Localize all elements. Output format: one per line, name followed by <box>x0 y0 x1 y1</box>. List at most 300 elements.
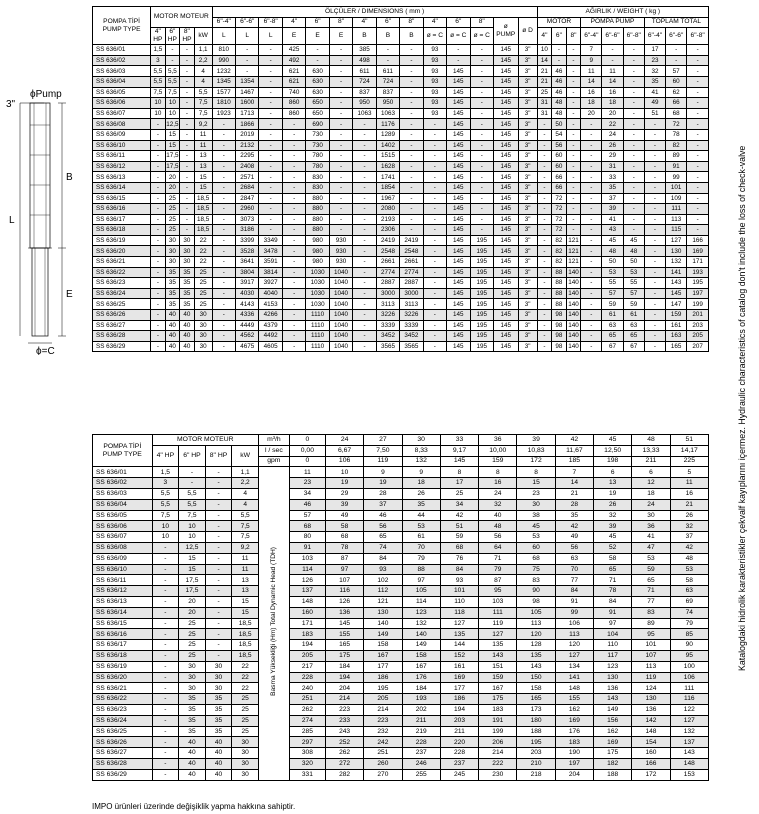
table-cell: - <box>470 225 493 236</box>
pump-model: SS 636/07 <box>93 532 153 543</box>
table-cell: - <box>470 108 493 119</box>
weight-subheader: 6"-8" <box>687 28 709 45</box>
table-cell: 93 <box>423 45 446 56</box>
table-cell: 22 <box>602 119 623 130</box>
table-cell: 1040 <box>329 320 352 331</box>
table-row <box>93 467 709 478</box>
table-cell: - <box>152 715 179 726</box>
table-cell: - <box>644 129 665 140</box>
table-cell: - <box>353 172 376 183</box>
table-cell: - <box>623 87 644 98</box>
table-cell: 145 <box>447 129 470 140</box>
table-row <box>93 55 709 66</box>
table-cell: 140 <box>402 629 440 640</box>
table-cell: - <box>282 204 305 215</box>
table-cell: - <box>687 108 709 119</box>
dim-subheader: 4" <box>423 17 446 28</box>
table-cell: 1,5 <box>152 467 179 478</box>
pump-model: SS 636/08 <box>93 542 153 553</box>
table-cell: 93 <box>423 76 446 87</box>
table-cell: 3917 <box>236 278 259 289</box>
table-cell: 79 <box>670 618 708 629</box>
table-cell: 25 <box>165 214 180 225</box>
table-cell: 240 <box>289 683 325 694</box>
table-cell: 46 <box>552 66 567 77</box>
table-cell: 237 <box>402 748 440 759</box>
performance-table <box>92 434 709 781</box>
table-cell: - <box>152 553 179 564</box>
table-cell: - <box>353 182 376 193</box>
table-cell: 16 <box>670 488 708 499</box>
dim-letter-header: ø = C <box>470 28 493 45</box>
table-cell: 2408 <box>236 161 259 172</box>
table-cell: 105 <box>517 607 555 618</box>
table-cell: 101 <box>440 586 478 597</box>
table-cell: - <box>180 214 195 225</box>
dim-letter-header: E <box>306 28 329 45</box>
table-cell: 40 <box>165 320 180 331</box>
table-cell: 297 <box>289 737 325 748</box>
dim-letter-header: ø = C <box>423 28 446 45</box>
table-cell: 18,5 <box>232 650 259 661</box>
table-cell: 162 <box>594 726 632 737</box>
table-cell: 201 <box>687 310 709 321</box>
table-cell: 203 <box>687 320 709 331</box>
flow-lsec-value: 14,17 <box>670 445 708 456</box>
table-cell: 650 <box>306 108 329 119</box>
table-row <box>93 246 709 257</box>
table-cell: 143 <box>479 650 517 661</box>
table-cell: 10 <box>152 532 179 543</box>
table-cell: 145 <box>447 235 470 246</box>
table-cell: - <box>152 575 179 586</box>
table-cell: - <box>566 151 581 162</box>
table-cell: 70 <box>555 564 593 575</box>
table-cell: 93 <box>423 87 446 98</box>
table-cell: 98 <box>552 331 567 342</box>
table-cell: 53 <box>623 267 644 278</box>
table-row <box>93 87 709 98</box>
table-cell: 120 <box>555 640 593 651</box>
table-cell: 730 <box>306 129 329 140</box>
table-cell: - <box>152 758 179 769</box>
table-cell: - <box>400 76 423 87</box>
table-cell: 145 <box>493 288 518 299</box>
pump-model: SS 636/19 <box>93 661 153 672</box>
table-cell: - <box>205 488 232 499</box>
table-cell: 35 <box>555 510 593 521</box>
table-cell: 145 <box>447 193 470 204</box>
weight-subheader: 8" <box>566 28 581 45</box>
table-cell: 690 <box>306 119 329 130</box>
table-cell: - <box>259 151 282 162</box>
table-cell: - <box>205 629 232 640</box>
table-cell: 31 <box>537 108 552 119</box>
table-cell: 130 <box>632 694 670 705</box>
table-cell: 10 <box>165 108 180 119</box>
table-cell: 57 <box>602 288 623 299</box>
table-cell: - <box>212 288 235 299</box>
table-cell: - <box>537 204 552 215</box>
dim-letter-header: E <box>329 28 352 45</box>
table-cell: 218 <box>517 769 555 780</box>
table-cell: 145 <box>493 341 518 352</box>
table-cell: - <box>566 55 581 66</box>
table-row <box>93 488 709 499</box>
table-cell: 950 <box>353 98 376 109</box>
table-cell: 25 <box>179 650 206 661</box>
table-cell: - <box>644 235 665 246</box>
table-cell: 145 <box>493 267 518 278</box>
table-cell: - <box>151 161 166 172</box>
table-cell: - <box>400 66 423 77</box>
table-cell: 5 <box>670 467 708 478</box>
table-cell: 1063 <box>376 108 399 119</box>
table-cell: 4379 <box>259 320 282 331</box>
table-row <box>93 596 709 607</box>
table-cell: 159 <box>479 672 517 683</box>
table-cell: 223 <box>325 704 363 715</box>
table-cell: 51 <box>644 108 665 119</box>
table-cell: - <box>151 140 166 151</box>
pump-model: SS 636/13 <box>93 596 153 607</box>
table-cell: - <box>687 204 709 215</box>
table-cell: 252 <box>325 737 363 748</box>
motor-col-header: 4" HP <box>152 445 179 467</box>
table-cell: 15 <box>194 182 212 193</box>
table-cell: 127 <box>440 618 478 629</box>
table-cell: 211 <box>440 726 478 737</box>
table-cell: 25 <box>194 278 212 289</box>
flow-lsec-value: 10,00 <box>479 445 517 456</box>
table-cell: 9,2 <box>194 119 212 130</box>
table-cell: 195 <box>470 341 493 352</box>
table-cell: 19 <box>364 478 402 489</box>
table-cell: 5,5 <box>165 76 180 87</box>
pump-model: SS 636/18 <box>93 225 151 236</box>
table-cell: 40 <box>165 341 180 352</box>
weight-subheader: 6"-4" <box>581 28 602 45</box>
table-cell: - <box>212 267 235 278</box>
table-cell: 145 <box>493 235 518 246</box>
table-cell: 30 <box>179 672 206 683</box>
table-cell: 3" <box>518 204 537 215</box>
table-cell: 135 <box>479 640 517 651</box>
dimensions-weights-table <box>92 6 709 352</box>
table-cell: 2295 <box>236 151 259 162</box>
table-cell: - <box>236 45 259 56</box>
table-cell: - <box>581 119 602 130</box>
motor-col-header: 8" HP <box>180 28 195 45</box>
table-cell: 1854 <box>376 182 399 193</box>
table-cell: 498 <box>353 55 376 66</box>
pump-model: SS 636/05 <box>93 87 151 98</box>
table-cell: - <box>212 320 235 331</box>
table-row <box>93 758 709 769</box>
table-cell: 3" <box>518 214 537 225</box>
table-cell: - <box>423 267 446 278</box>
table-cell: 77 <box>555 575 593 586</box>
table-cell: - <box>151 214 166 225</box>
table-cell: 3" <box>518 257 537 268</box>
table-cell: 183 <box>289 629 325 640</box>
table-cell: 14 <box>581 76 602 87</box>
pump-model: SS 636/15 <box>93 618 153 629</box>
table-cell: - <box>180 172 195 183</box>
table-cell: - <box>259 140 282 151</box>
table-cell: - <box>537 151 552 162</box>
table-cell: 11 <box>670 478 708 489</box>
table-cell: - <box>644 257 665 268</box>
header-pump-type: POMPA TİPİ PUMP TYPE <box>93 7 151 45</box>
table-cell: - <box>152 607 179 618</box>
table-cell: - <box>644 119 665 130</box>
table-cell: - <box>329 87 352 98</box>
table-cell: 145 <box>493 108 518 119</box>
table-cell: 56 <box>555 542 593 553</box>
table-cell: 35 <box>402 499 440 510</box>
table-cell: - <box>212 341 235 352</box>
table-cell: 194 <box>325 672 363 683</box>
table-cell: 5,5 <box>152 488 179 499</box>
table-cell: - <box>152 618 179 629</box>
table-cell: 41 <box>644 87 665 98</box>
table-cell: 3" <box>518 98 537 109</box>
table-cell: - <box>179 478 206 489</box>
table-cell: 127 <box>666 235 687 246</box>
table-cell: - <box>180 140 195 151</box>
pump-model: SS 636/02 <box>93 478 153 489</box>
table-cell: 1515 <box>376 151 399 162</box>
table-cell: 621 <box>282 76 305 87</box>
table-cell: 93 <box>364 564 402 575</box>
table-cell: 3927 <box>259 278 282 289</box>
table-cell: 880 <box>306 225 329 236</box>
table-cell: - <box>329 76 352 87</box>
table-cell: 308 <box>289 748 325 759</box>
table-cell: 7,5 <box>165 87 180 98</box>
table-cell: 232 <box>364 726 402 737</box>
table-cell: 202 <box>402 704 440 715</box>
table-cell: - <box>329 108 352 119</box>
table-cell: - <box>236 66 259 77</box>
table-cell: 11 <box>194 140 212 151</box>
table-cell: 145 <box>447 299 470 310</box>
table-cell: 21 <box>537 76 552 87</box>
table-cell: 2548 <box>376 246 399 257</box>
table-cell: 35 <box>205 715 232 726</box>
table-cell: 97 <box>402 575 440 586</box>
table-cell: 18,5 <box>194 225 212 236</box>
table-cell: - <box>537 257 552 268</box>
table-cell: 149 <box>402 640 440 651</box>
flow-m3h-value: 0 <box>289 435 325 446</box>
table-cell: - <box>537 331 552 342</box>
table-row <box>93 478 709 489</box>
dimension-B-label: B <box>66 172 73 183</box>
table-cell: 169 <box>594 737 632 748</box>
table-cell: - <box>623 161 644 172</box>
table-cell: - <box>644 214 665 225</box>
table-row <box>93 161 709 172</box>
table-cell: 195 <box>470 267 493 278</box>
table-cell: 2548 <box>400 246 423 257</box>
table-cell: 190 <box>555 748 593 759</box>
table-cell: 68 <box>325 532 363 543</box>
table-cell: 228 <box>440 748 478 759</box>
table-cell: - <box>205 499 232 510</box>
table-cell: - <box>282 331 305 342</box>
table-cell: 145 <box>447 331 470 342</box>
pump-model: SS 636/20 <box>93 246 151 257</box>
table-cell: - <box>581 310 602 321</box>
table-cell: - <box>151 246 166 257</box>
table-cell: 13 <box>232 586 259 597</box>
table-cell: - <box>687 214 709 225</box>
table-cell: 5,5 <box>152 499 179 510</box>
table-cell: 50 <box>623 257 644 268</box>
table-cell: 99 <box>555 607 593 618</box>
table-cell: - <box>180 193 195 204</box>
table-cell: 59 <box>632 564 670 575</box>
table-cell: - <box>581 193 602 204</box>
table-cell: 127 <box>479 629 517 640</box>
table-cell: - <box>581 257 602 268</box>
table-cell: - <box>212 172 235 183</box>
table-cell: 7 <box>555 467 593 478</box>
flow-lsec-value: 6,67 <box>325 445 363 456</box>
table-cell: 25 <box>194 299 212 310</box>
table-cell: 214 <box>325 694 363 705</box>
table-cell: 3" <box>518 278 537 289</box>
table-row <box>93 629 709 640</box>
table-cell: 11 <box>289 467 325 478</box>
table-cell: - <box>423 161 446 172</box>
dim-letter-header: B <box>376 28 399 45</box>
table-cell: - <box>282 341 305 352</box>
table-cell: - <box>552 45 567 56</box>
table-cell: 492 <box>282 55 305 66</box>
table-cell: 1110 <box>306 310 329 321</box>
table-cell: 55 <box>602 278 623 289</box>
table-cell: 3113 <box>400 299 423 310</box>
table-cell: 15 <box>232 596 259 607</box>
table-cell: 1741 <box>376 172 399 183</box>
table-row <box>93 341 709 352</box>
table-cell: - <box>687 129 709 140</box>
table-cell: 66 <box>552 172 567 183</box>
table-cell: - <box>470 204 493 215</box>
table-cell: 57 <box>623 288 644 299</box>
table-cell: 7,5 <box>194 108 212 119</box>
table-cell: - <box>581 278 602 289</box>
weight-subheader: 6"-8" <box>623 28 644 45</box>
table-cell: 93 <box>423 66 446 77</box>
table-cell: 68 <box>517 553 555 564</box>
table-cell: 3" <box>518 172 537 183</box>
table-cell: 72 <box>552 225 567 236</box>
table-cell: 145 <box>493 193 518 204</box>
table-cell: 79 <box>479 564 517 575</box>
table-cell: 25 <box>165 225 180 236</box>
table-cell: 3641 <box>236 257 259 268</box>
table-cell: 53 <box>670 564 708 575</box>
table-cell: 116 <box>325 586 363 597</box>
table-cell: - <box>353 161 376 172</box>
table-cell: 149 <box>594 704 632 715</box>
table-cell: 30 <box>165 257 180 268</box>
table-cell: 82 <box>552 235 567 246</box>
table-cell: - <box>623 204 644 215</box>
table-cell: 165 <box>517 694 555 705</box>
table-cell: 880 <box>306 204 329 215</box>
table-cell: - <box>566 98 581 109</box>
pump-model: SS 636/22 <box>93 267 151 278</box>
table-cell: 17,5 <box>166 152 179 160</box>
table-cell: 9 <box>364 467 402 478</box>
table-cell: 145 <box>493 151 518 162</box>
table-cell: 21 <box>537 66 552 77</box>
table-row <box>93 108 709 119</box>
table-cell: 16 <box>581 87 602 98</box>
table-cell: 1345 <box>212 76 235 87</box>
table-cell: 14 <box>602 76 623 87</box>
table-cell: - <box>581 246 602 257</box>
table-cell: 72 <box>666 119 687 130</box>
table-cell: 10 <box>151 108 166 119</box>
table-cell: 175 <box>325 650 363 661</box>
weight-subheader: 6"-6" <box>666 28 687 45</box>
table-cell: 30 <box>165 235 180 246</box>
table-cell: 270 <box>364 769 402 780</box>
table-cell: - <box>180 129 195 140</box>
table-cell: - <box>623 151 644 162</box>
table-cell: - <box>400 87 423 98</box>
table-cell: 14 <box>537 55 552 66</box>
table-cell: 30 <box>194 310 212 321</box>
table-cell: 98 <box>552 320 567 331</box>
table-cell: 57 <box>289 510 325 521</box>
table-cell: - <box>644 140 665 151</box>
table-cell: 35 <box>180 267 195 278</box>
table-cell: 10 <box>325 467 363 478</box>
table-cell: 860 <box>282 108 305 119</box>
header-motor: MOTOR MOTEUR <box>152 435 258 446</box>
pump-model: SS 636/19 <box>93 235 151 246</box>
table-cell: 132 <box>670 726 708 737</box>
table-cell: 140 <box>568 321 579 329</box>
table-cell: - <box>423 129 446 140</box>
table-cell: 25 <box>232 726 259 737</box>
table-cell: 2571 <box>236 172 259 183</box>
table-cell: 145 <box>325 618 363 629</box>
table-cell: 30 <box>232 769 259 780</box>
table-cell: 1040 <box>329 267 352 278</box>
table-cell: - <box>329 129 352 140</box>
table-cell: 61 <box>602 310 623 321</box>
table-cell: 4492 <box>259 331 282 342</box>
table-cell: 32 <box>479 499 517 510</box>
table-cell: - <box>212 235 235 246</box>
flow-m3h-value: 42 <box>555 435 593 446</box>
table-cell: 23 <box>517 488 555 499</box>
dim-letter-header: B <box>353 28 376 45</box>
table-cell: - <box>566 76 581 87</box>
table-cell: 246 <box>402 758 440 769</box>
table-cell: - <box>537 320 552 331</box>
table-cell: 214 <box>364 704 402 715</box>
table-cell: 25 <box>165 193 180 204</box>
